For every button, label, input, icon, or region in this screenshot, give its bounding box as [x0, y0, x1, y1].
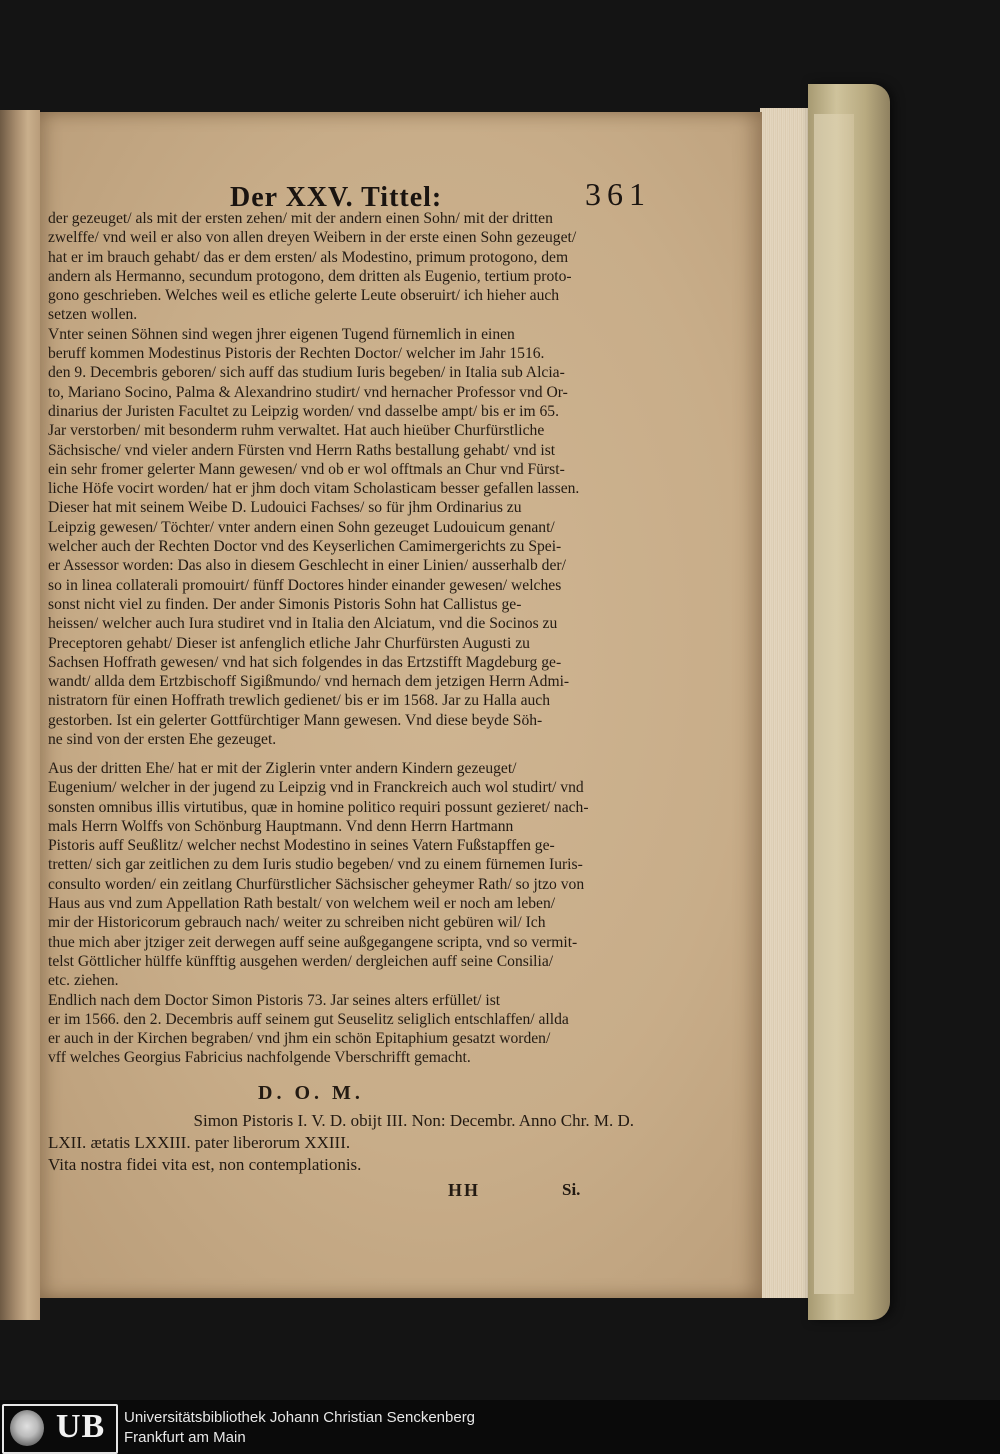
text-line: Haus aus vnd zum Appellation Rath bestalt/ von welchem weil er noch am leben/	[48, 895, 556, 913]
text-line: den 9. Decembris geboren/ sich auff das studium Iuris begeben/ in Italia sub Alcia-	[48, 364, 565, 382]
epitaph-line-3: Vita nostra fidei vita est, non contemplationis.	[48, 1155, 362, 1174]
text-line: andern als Hermanno, secundum protogono, dem dritten als Eugenio, tertium proto-	[48, 267, 572, 285]
text-line: er auch in der Kirchen begraben/ vnd jhm ein schön Epitaphium gesatzt worden/	[48, 1030, 551, 1048]
text-line: Preceptoren gehabt/ Dieser ist anfenglich etliche Jahr Churfürsten Augusti zu	[48, 634, 530, 652]
text-line: Leipzig gewesen/ Töchter/ vnter andern einen Sohn gezeuget Ludouicum genant/	[48, 518, 555, 536]
footer-bar	[0, 1400, 1000, 1454]
book-page	[40, 112, 762, 1298]
library-city: Frankfurt am Main	[124, 1429, 246, 1446]
text-line: Eugenium/ welcher in der jugend zu Leipzig vnd in Franckreich auch wol studirt/ vnd	[48, 779, 584, 797]
epitaph-line-2: LXII. ætatis LXXIII. pater liberorum XXIII.	[48, 1133, 351, 1152]
seal-icon	[10, 1410, 44, 1446]
dom-heading: D. O. M.	[258, 1082, 364, 1104]
library-logo[interactable]	[2, 1404, 118, 1454]
text-line: mir der Historicorum gebrauch nach/ weiter zu schreiben nicht gebüren wil/ Ich	[48, 914, 546, 932]
text-line: so in linea collaterali promouirt/ fünff Doctores hinder einander gewesen/ welches	[48, 576, 562, 594]
text-line: wandt/ allda dem Ertzbischoff Sigißmundo/ vnd hernach dem jetzigen Herrn Admi-	[48, 673, 570, 691]
text-line: er im 1566. den 2. Decembris auff seinem gut Seuselitz seliglich entschlaffen/ allda	[48, 1010, 569, 1028]
text-line: zwelffe/ vnd weil er also von allen dreyen Weibern in der erste einen Sohn gezeuget/	[48, 229, 577, 247]
text-line: Jar verstorben/ mit besonderm ruhm verwaltet. Hat auch hieüber Churfürstliche	[48, 422, 545, 440]
paragraph-block-2	[48, 759, 634, 1068]
text-line: gono geschrieben. Welches weil es etliche gelerte Leute obseruirt/ ich hieher auch	[48, 287, 560, 305]
text-line: thue mich aber jtziger zeit derwegen auff seine außgegangene scripta, vnd so vermit-	[48, 933, 578, 951]
logo-text: UB	[56, 1408, 106, 1445]
text-line: liche Höfe vocirt worden/ hat er jhm doch vitam Scholasticam besser gefallen lassen.	[48, 480, 580, 498]
text-line: Vnter seinen Söhnen sind wegen jhrer eigenen Tugend fürnemlich in einen	[48, 325, 515, 343]
text-line: gestorben. Ist ein gelerter Gottfürchtiger Mann gewesen. Vnd diese beyde Söh-	[48, 711, 543, 729]
epitaph-line-1: Simon Pistoris I. V. D. obijt III. Non: Decembr. Anno Chr. M. D.	[193, 1111, 634, 1130]
text-line: consulto worden/ ein zeitlang Churfürstlicher Sächsischer geheymer Rath/ so jtzo von	[48, 875, 585, 893]
text-line: telst Göttlicher hülffe künfftig ausgehen werden/ dergleichen auff seine Consilia/	[48, 952, 554, 970]
text-line: hat er im brauch gehabt/ das er dem ersten/ als Modestino, primum protogono, dem	[48, 248, 569, 266]
text-line: sonsten omnibus illis virtutibus, quæ in homine politico requiri possunt gezieret/ nach-	[48, 798, 589, 816]
text-line: ne sind von der ersten Ehe gezeuget.	[48, 731, 277, 749]
page-number: 361	[585, 176, 651, 212]
text-line: nistratorn für einen Hoffrath trewlich gedienet/ bis er im 1568. Jar zu Halla auch	[48, 692, 551, 710]
text-line: Sächsische/ vnd vieler andern Fürsten vnd Herrn Raths bestallung gehabt/ vnd ist	[48, 441, 556, 459]
text-line: heissen/ welcher auch Iura studiret vnd in Italia den Alciatum, vnd die Socinos zu	[48, 615, 558, 633]
text-line: Pistoris auff Seußlitz/ welcher nechst Modestino in seines Vatern Fußstapffen ge-	[48, 837, 555, 855]
text-line: setzen wollen.	[48, 306, 138, 324]
text-line: Endlich nach dem Doctor Simon Pistoris 73. Jar seines alters erfüllet/ ist	[48, 991, 501, 1009]
text-line: vff welches Georgius Fabricius nachfolgende Vberschrifft gemacht.	[48, 1049, 471, 1067]
text-line: etc. ziehen.	[48, 972, 119, 990]
text-line: Dieser hat mit seinem Weibe D. Ludouici Fachses/ so für jhm Ordinarius zu	[48, 499, 522, 517]
previous-page-edge	[0, 110, 40, 1320]
page-edges	[760, 108, 810, 1298]
text-line: welcher auch der Rechten Doctor vnd des Keyserlichen Camimergerichts zu Spei-	[48, 538, 562, 556]
text-line: Sachsen Hoffrath gewesen/ vnd hat sich folgendes in das Ertzstifft Magdeburg ge-	[48, 653, 562, 671]
text-line: to, Mariano Socino, Palma & Alexandrino studirt/ vnd hernacher Professor vnd Or-	[48, 383, 568, 401]
text-line: der gezeuget/ als mit der ersten zehen/ mit der andern einen Sohn/ mit der dritten	[48, 210, 553, 227]
text-line: tretten/ sich gar zeitlichen zu dem Iuris studio begeben/ vnd zu einem fürnemen Iuris-	[48, 856, 583, 874]
text-line: beruff kommen Modestinus Pistoris der Rechten Doctor/ welcher im Jahr 1516.	[48, 345, 545, 363]
text-line: dinarius der Juristen Facultet zu Leipzig worden/ vnd dasselbe ampt/ bis er im 65.	[48, 402, 560, 420]
text-line: sonst nicht viel zu finden. Der ander Simonis Pistoris Sohn hat Callistus ge-	[48, 595, 522, 613]
catchword: Si.	[562, 1180, 581, 1199]
text-line: mals Herrn Wolffs von Schönburg Hauptmann. Vnd denn Herrn Hartmann	[48, 817, 514, 835]
text-line: ein sehr fromer gelerter Mann gewesen/ vnd ob er wol offtmals an Chur vnd Fürst-	[48, 460, 565, 478]
book-cover	[808, 84, 890, 1320]
library-name: Universitätsbibliothek Johann Christian Senckenberg	[124, 1409, 476, 1426]
paragraph-block-1	[48, 209, 634, 749]
running-title: Der XXV. Tittel:	[230, 182, 443, 213]
text-line: Aus der dritten Ehe/ hat er mit der Ziglerin vnter andern Kindern gezeuget/	[48, 760, 517, 777]
signature-mark: HH	[448, 1180, 481, 1200]
text-line: er Assessor worden: Das also in diesem Geschlecht in einer Linien/ ausserhalb der/	[48, 557, 566, 575]
